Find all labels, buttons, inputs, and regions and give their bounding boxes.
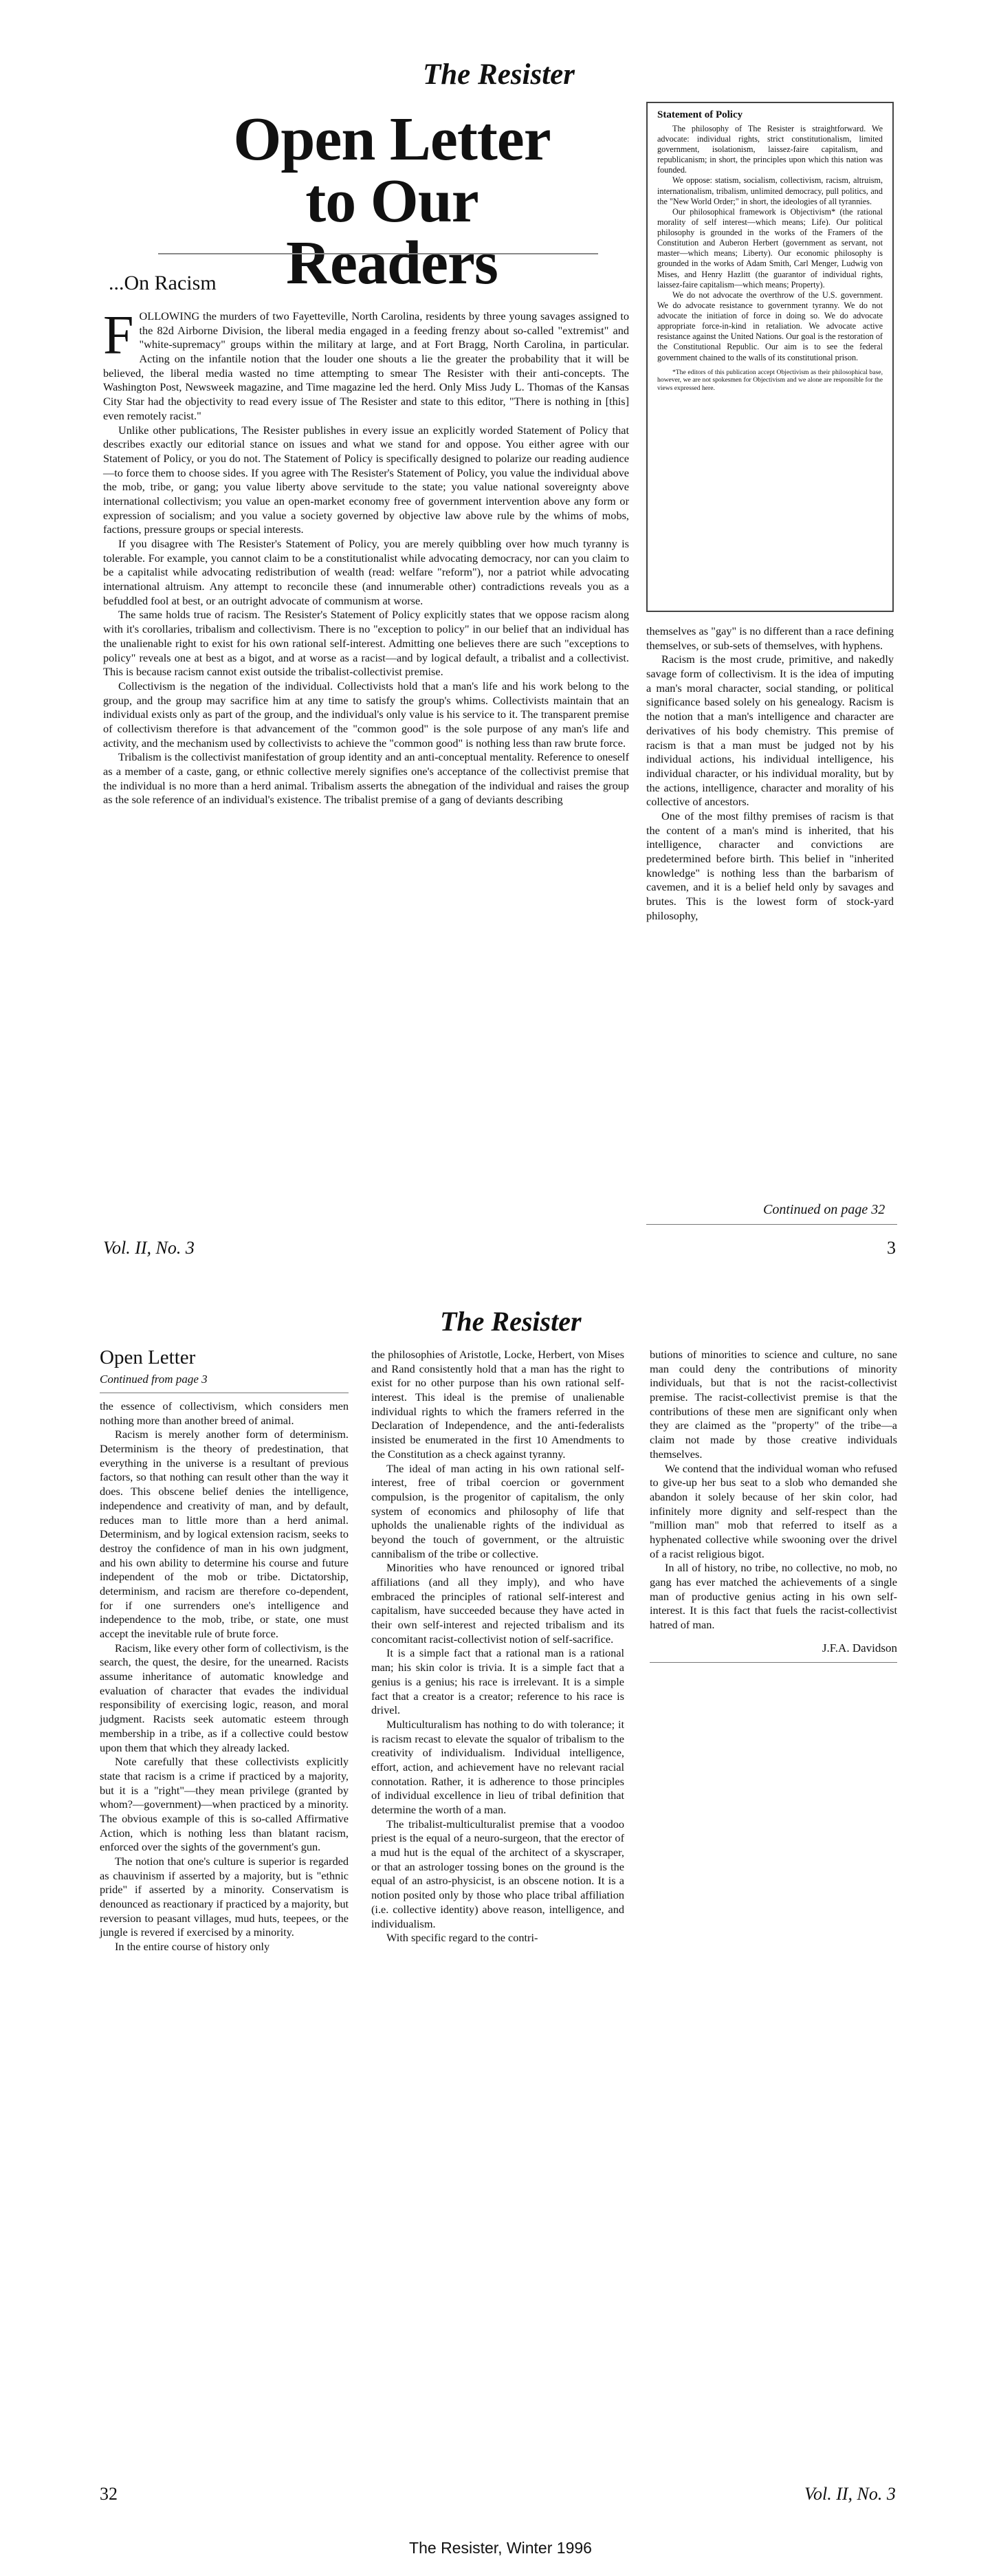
body-paragraph: Racism is merely another form of determinism. Determinism is the theory of predestination, that everything in the universe is a resultant of previous factors, so that nothing can result other than the way it does. This obscene belief denies the intelligence, independence and creativity of man, and by default, reduces man to little more than a herd animal. Determinism, and by logical extension racism, seeks to destroy the confidence of man in his own judgment, and his own ability to determine his course and future independent of the mob or tribe. Dictatorship, determinism, and racism are therefore co-dependent, for if one surrenders one's intelligence and independence to the mob, tribe, or state, one must accept the inevitable rule of brute force.: [100, 1428, 349, 1640]
first-paragraph-text: OLLOWING the murders of two Fayetteville, North Carolina, residents by three young savages assigned to the 82d Airborne Division, the liberal media engaged in a feeding frenzy about so-called "extremist" and "white-supremacy" groups within the military at large, and at Fort Bragg, North Carolina, in particular. Acting on the infantile notion that the louder one shouts a lie the greater the probability that it will be believed, the liberal media wasted no time attempting to smear The Resister with their anti-concepts. The Washington Post, Newsweek magazine, and Time magazine led the herd. Only Miss Judy L. Thomas of the Kansas City Star had the objectivity to read every issue of The Resister and state to this editor, "There is nothing in [this] even remotely racist.": [103, 309, 629, 422]
volume-label: Vol. II, No. 3: [804, 2484, 896, 2504]
body-paragraph: One of the most filthy premises of racism is that the content of a man's mind is inherited, that his intelligence, character and convictions are predetermined before birth. This belief in "inherited knowledge" is nothing less than the barbarism of cavemen, and it is a belief held only by savages and brutes. This is the lowest form of stock-yard philosophy,: [646, 809, 894, 922]
policy-title: Statement of Policy: [657, 109, 743, 120]
policy-footnote: *The editors of this publication accept Objectivism as their philosophical base, however, we are not spokesmen for Objectivism and we alone are responsible for the views expressed here.: [657, 368, 883, 392]
body-paragraph: It is a simple fact that a rational man is a rational man; his skin color is trivia. It is a simple fact that a genius is a genius; his race is irrelevant. It is a simple fact that a creator is a creator; reference to his race is drivel.: [371, 1646, 624, 1717]
body-paragraph: We contend that the individual woman who refused to give-up her bus seat to a slob who demanded she abandon it solely because of her skin color, had infinitely more dignity and self-respect than the "million man" mob that referred to itself as a hyphenated collective while swooning over the drivel of a racist religious bigot.: [650, 1461, 897, 1560]
body-paragraph: If you disagree with The Resister's Statement of Policy, you are merely quibbling over how much tyranny is tolerable. For example, you cannot claim to be a constitutionalist while advocating democracy, nor can you claim to be a capitalist while advocating redistribution of wealth (read: welfare "reform"), nor a patriot while advocating international altruism. Any attempt to reconcile these (and innumerable other) contradictions reveals you as a befuddled fool at best, or an outright advocate of communism at worse.: [103, 537, 629, 607]
body-paragraph: The tribalist-multiculturalist premise that a voodoo priest is the equal of a neuro-surgeon, that the erector of a mud hut is the equal of the architect of a skyscraper, or that an astrologer tossing bones on the ground is the equal of an astro-physicist, is an obscene notion. It is a notion posited only by those who place tribal affiliation (i.e. collective identity) above reason, intelligence, and individualism.: [371, 1817, 624, 1930]
first-paragraph: [103, 305, 629, 424]
title-rule: [158, 253, 598, 254]
body-paragraph: themselves as "gay" is no different than a race defining themselves, or sub-sets of themselves, with hyphens.: [646, 624, 894, 652]
body-paragraph: In all of history, no tribe, no collective, no mob, no gang has ever matched the achievements of a single man of productive genius acting in his own self-interest. It is this fact that fuels the racist-collectivist hatred of man.: [650, 1561, 897, 1632]
title-line-1: Open Letter: [233, 105, 551, 173]
continued-note: Continued on page 32: [763, 1202, 886, 1217]
body-paragraph: Racism, like every other form of collectivism, is the search, the quest, the desire, for the unearned. Racists assume inheritance of automatic knowledge and evaluation of character that evades the individual responsibility of exercising logic, reason, and moral judgment. Racists seek automatic esteem through membership in a tribe, as if a collective could bestow upon them that which they already lacked.: [100, 1641, 349, 1754]
statement-of-policy-box: [646, 102, 894, 612]
body-paragraph: Racism is the most crude, primitive, and nakedly savage form of collectivism. It is the idea of imputing a man's moral character, social standing, or political significance based solely on his genealogy. Racism is the notion that a man's intelligence and character are derivatives of his body chemistry. This premise of racism is that a man must be judged not by his individual actions, his individual intelligence, his individual character, or his individual morality, but by the actions, intelligence, character and morality of his collective of ancestors.: [646, 653, 894, 809]
drop-cap: F: [103, 305, 134, 366]
page2-column-2: [371, 1348, 624, 1945]
page-number: 3: [887, 1238, 896, 1258]
page-caption: The Resister, Winter 1996: [409, 2539, 592, 2557]
body-paragraph: The same holds true of racism. The Resister's Statement of Policy explicitly states that we oppose racism along with it's corollaries, tribalism and collectivism. There is no "exception to policy" in our belief that an individual has the unalienable right to exist for his own rational self-interest. Admitting one believes there are such "exceptions to policy" reveals one at best as a bigot, and at worse as a racist—and by logical default, a tribalist and a collectivist. This is because racism cannot exist outside the tribalist-collectivist premise.: [103, 608, 629, 679]
body-paragraph: In the entire course of history only: [115, 1940, 270, 1954]
author-signature: J.F.A. Davidson: [822, 1641, 897, 1655]
body-paragraph: Multiculturalism has nothing to do with tolerance; it is racism recast to elevate the squalor of tribalism to the creativity of individualism. Individual intelligence, effort, action, and achievement have no relevant racial connotation. Rather, it is adherence to those principles of individual excellence in lieu of tribal definition that determine the worth of a man.: [371, 1717, 624, 1816]
policy-para: We oppose: statism, socialism, collectivism, racism, altruism, internationalism, tribalism, unlimited democracy, pull politics, and the "New World Order;" in short, the ideologies of all tyrannies.: [657, 175, 883, 206]
volume-label: Vol. II, No. 3: [103, 1238, 195, 1258]
body-paragraph: Unlike other publications, The Resister publishes in every issue an explicitly worded Statement of Policy that describes exactly our editorial stance on issues and what we stand for and oppose. You either agree with our Statement of Policy, or you do not. The Statement of Policy is specifically designed to polarize our reading audience—to force them to choose sides. If you agree with The Resister's Statement of Policy, you value the individual above the mob, tribe, or gang; you value liberty above servitude to the state; you value national sovereignty above international collectivism; you value an open-market economy free of government intervention above any form or expression of socialism; and you value a society governed by objective law above rule by the whims of mobs, factions, pressure groups or special interests.: [103, 423, 629, 536]
masthead: The Resister: [423, 58, 575, 91]
section-title: Open Letter: [100, 1346, 196, 1368]
body-paragraph: The notion that one's culture is superior is regarded as chauvinism if asserted by a majority, but is "ethnic pride" if asserted by a minority. Conservatism is denounced as reactionary if practiced by a majority, but reversion to peasant villages, mud huts, teepees, or the jungle is revered if exercised by a minority.: [100, 1855, 349, 1939]
body-paragraph: Note carefully that these collectivists explicitly state that racism is a crime if practiced by a majority, but it is a "right"—they mean privilege (granted by whom?—government)—when practiced by a minority. The obvious example of this is so-called Affirmative Action, which is nothing less than blatant racism, enforced over the sights of the government's gun.: [100, 1755, 349, 1854]
page1-right-column: [646, 624, 894, 923]
signature-rule: [650, 1662, 897, 1663]
continued-from-note: Continued from page 3: [100, 1373, 208, 1386]
policy-para: Our philosophical framework is Objectivism* (the rational morality of self interest—which means; Life). Our political philosophy is grounded in the works of the Framers of the Constitution and Auberon Herbert (government as servant, not master—which means; Liberty). Our economic philosophy is grounded in the works of Adam Smith, Carl Menger, Ludwig von Mises, and Henry Hazlitt (the guarantor of individual rights, laissez-faire capitalism—which means; Property).: [657, 206, 883, 290]
body-paragraph: the philosophies of Aristotle, Locke, Herbert, von Mises and Rand consistently hold that a man has the right to exist for no other purpose than his own rational self-interest. This ideal is the premise of unalienable individual rights to which the framers referred in the Declaration of Independence, and the anti-federalists insisted be enumerated in the first 10 Amendments to the Constitution as a check against tyranny.: [371, 1348, 624, 1461]
body-paragraph: The ideal of man acting in his own rational self-interest, free of tribal coercion or government compulsion, is the progenitor of capitalism, the only system of economics and philosophy of life that upholds the unalienable rights of the individual as beyond the touch of government, or the altruistic cannibalism of the tribe or collective.: [371, 1461, 624, 1560]
page1-body: [103, 305, 629, 807]
body-paragraph: Collectivism is the negation of the individual. Collectivists hold that a man's life and his work belong to the group, and the group may sacrifice him at any time to satisfy the group's whims. Collectivists maintain that an individual exists only as part of the group, and the individual's only value is his service to it. The transparent premise of collectivism therefore is that advancement of the "common good" is the sole purpose of any man's life and activity, and the mechanism used by collectivists to achieve the "common good" is nothing less than raw brute force.: [103, 679, 629, 750]
body-paragraph: With specific regard to the contri-: [386, 1931, 538, 1945]
page-number: 32: [100, 2484, 118, 2504]
page2-column-1: [100, 1399, 349, 1954]
policy-para: The philosophy of The Resister is straightforward. We advocate: individual rights, strict constitutionalism, limited government, isolationism, laissez-faire capitalism, and republicanism; in short, the principles upon which this nation was founded.: [657, 123, 883, 175]
title-line-2: to Our Readers: [286, 167, 498, 297]
masthead: The Resister: [440, 1306, 582, 1337]
article-title: [199, 105, 584, 297]
body-paragraph: the essence of collectivism, which considers men nothing more than another breed of animal.: [100, 1399, 349, 1427]
body-paragraph: Tribalism is the collectivist manifestation of group identity and an anti-conceptual mentality. Reference to oneself as a member of a caste, gang, or ethnic collective merely signifies one's acceptance of the collectivist premise that the individual is no more than a herd animal. Tribalism asserts the abnegation of the individual and raises the group as the sole reference of an individual's existence. The tribalist premise of a gang of deviants describing: [103, 750, 629, 807]
policy-text: [657, 124, 883, 392]
article-subtitle: ...On Racism: [109, 272, 217, 294]
body-paragraph: butions of minorities to science and culture, no sane man could deny the contributions of minority individuals, but that is not the racist-collectivist premise. The racist-collectivist premise is that the contributions of these men are significant only when they are claimed as the "property" of the tribe—a claim not made by those creative individuals themselves.: [650, 1348, 897, 1461]
policy-para: We do not advocate the overthrow of the U.S. government. We do advocate resistance to government tyranny. We do not advocate the initiation of force in doing so. We do advocate appropriate force-in-kind in retaliation. We advocate active resistance against the United Nations. Our goal is the restoration of the Constitutional Republic. Our aim is to see the federal government chained to the walls of its constitutional prison.: [657, 290, 883, 362]
body-paragraph: Minorities who have renounced or ignored tribal affiliations (and all they imply), and who have embraced the principles of rational self-interest and capitalism, have succeeded because they have acted in their own self-interest and rejected tribalism and its concomitant racist-collectivist notion of self-sacrifice.: [371, 1561, 624, 1646]
page1-bottom-rule: [646, 1224, 897, 1225]
page2-column-3: [650, 1348, 897, 1663]
